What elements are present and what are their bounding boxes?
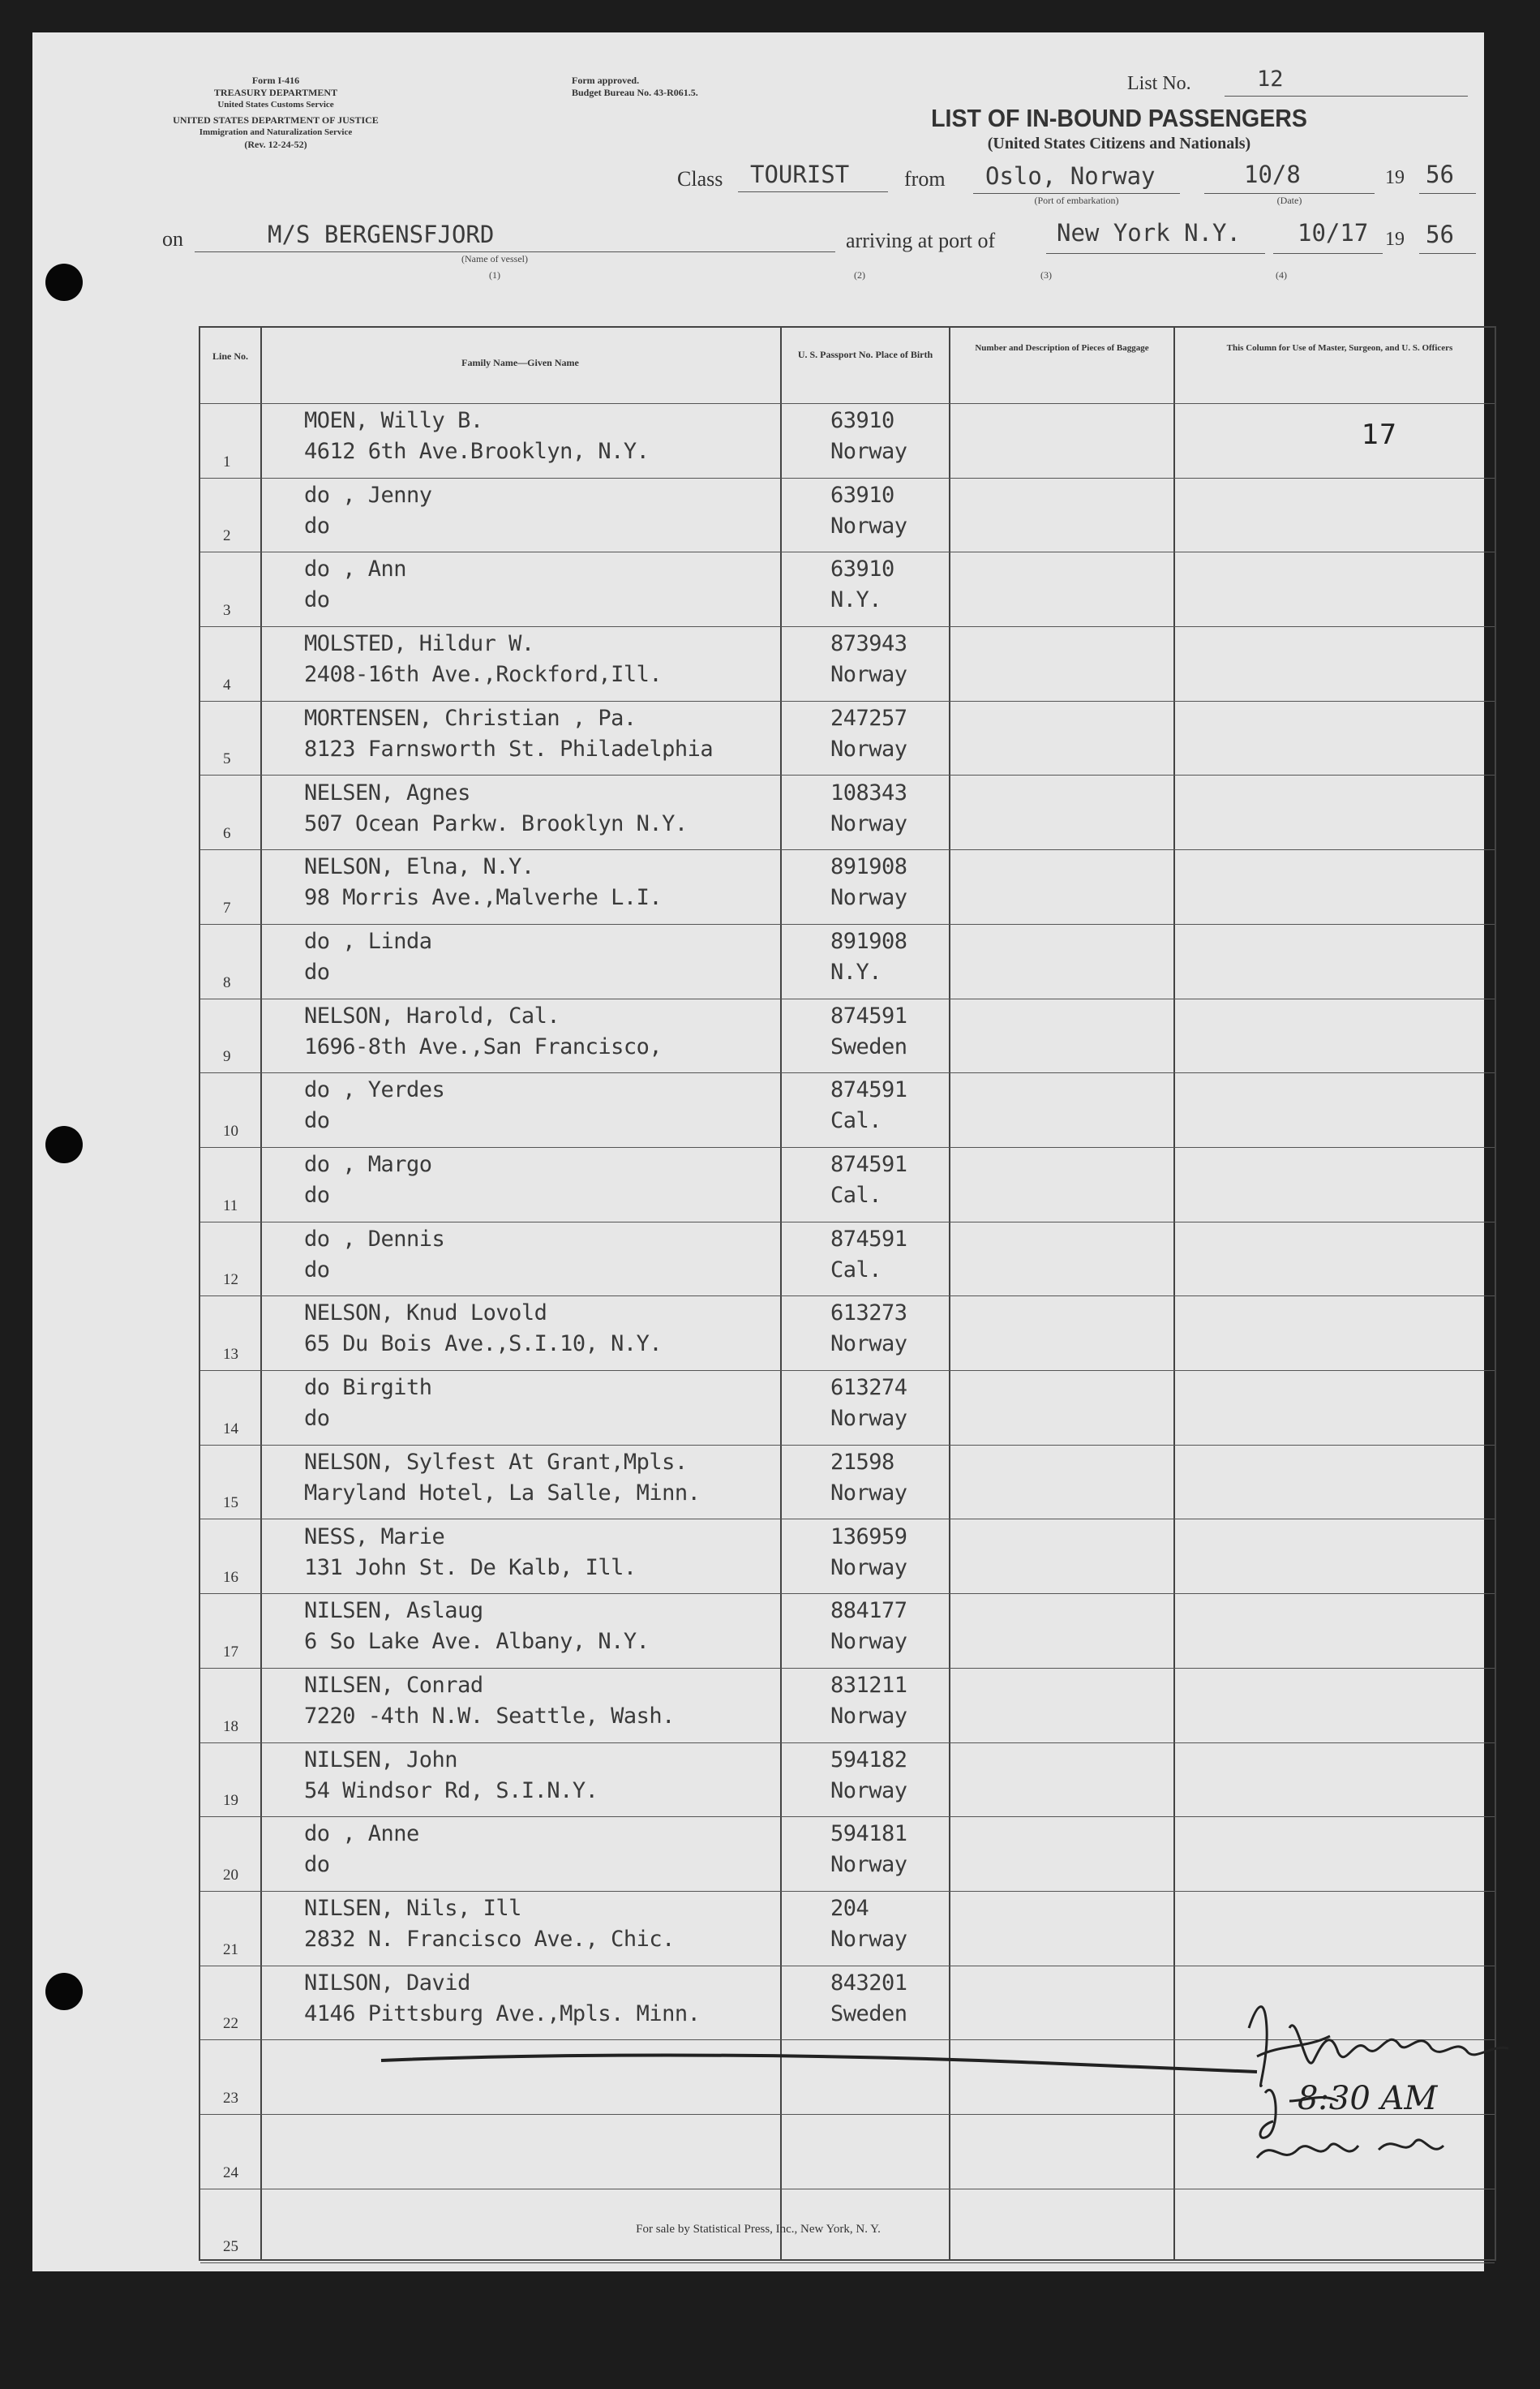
passport-number: 594181 bbox=[830, 1821, 907, 1847]
approval-block bbox=[572, 75, 750, 99]
passport-number: 891908 bbox=[830, 854, 907, 880]
arrival-port-underline bbox=[1046, 253, 1265, 254]
arriving-label: arriving at port of bbox=[846, 229, 996, 252]
passenger-address: 2832 N. Francisco Ave., Chic. bbox=[304, 1927, 675, 1952]
table-row bbox=[200, 1742, 1495, 1817]
year-value-2: 56 bbox=[1426, 221, 1454, 248]
table-row bbox=[200, 1668, 1495, 1742]
col-marker-2: (2) bbox=[854, 269, 865, 281]
passenger-name: NELSON, Knud Lovold bbox=[304, 1300, 547, 1326]
passenger-name: NILSEN, Nils, Ill bbox=[304, 1896, 521, 1921]
table-row bbox=[200, 1593, 1495, 1668]
on-label: on bbox=[162, 227, 183, 251]
line-number: 4 bbox=[223, 676, 231, 694]
place-of-birth: Norway bbox=[830, 1629, 907, 1655]
passenger-address: 54 Windsor Rd, S.I.N.Y. bbox=[304, 1777, 598, 1803]
place-of-birth: Norway bbox=[830, 662, 907, 688]
line-number: 9 bbox=[223, 1048, 231, 1066]
passenger-address: do bbox=[304, 587, 330, 613]
year-underline-2 bbox=[1419, 253, 1476, 254]
passenger-name: NELSON, Harold, Cal. bbox=[304, 1003, 560, 1029]
col-marker-1: (1) bbox=[489, 269, 500, 281]
passenger-address: do bbox=[304, 1257, 330, 1283]
page-subtitle: (United States Citizens and Nationals) bbox=[987, 135, 1251, 153]
passenger-address: do bbox=[304, 959, 330, 985]
line-number: 19 bbox=[223, 1792, 238, 1810]
passenger-name: NILSON, David bbox=[304, 1970, 470, 1996]
manifest-page bbox=[32, 32, 1484, 2271]
year-prefix-1: 19 bbox=[1385, 167, 1405, 188]
place-of-birth: Norway bbox=[830, 736, 907, 762]
line-number: 23 bbox=[223, 2090, 238, 2108]
place-of-birth: Norway bbox=[830, 1406, 907, 1432]
passenger-name: NELSON, Sylfest At Grant,Mpls. bbox=[304, 1449, 688, 1475]
passport-number: 874591 bbox=[830, 1226, 907, 1252]
strike-line bbox=[373, 2044, 1265, 2077]
line-number: 21 bbox=[223, 1940, 238, 1958]
passenger-name: do , Linda bbox=[304, 928, 432, 954]
place-of-birth: Norway bbox=[830, 1703, 907, 1729]
vessel-underline bbox=[195, 251, 835, 252]
passport-number: 873943 bbox=[830, 631, 907, 657]
class-value: TOURIST bbox=[750, 161, 850, 188]
passenger-name: NILSEN, Aslaug bbox=[304, 1598, 483, 1624]
table-row bbox=[200, 626, 1495, 701]
passenger-address: Maryland Hotel, La Salle, Minn. bbox=[304, 1480, 701, 1506]
passenger-address: 65 Du Bois Ave.,S.I.10, N.Y. bbox=[304, 1331, 663, 1357]
passport-number: 891908 bbox=[830, 928, 907, 954]
line-number: 6 bbox=[223, 825, 231, 843]
passenger-name: do , Yerdes bbox=[304, 1077, 445, 1103]
passport-number: 63910 bbox=[830, 482, 894, 508]
passenger-name: do , Ann bbox=[304, 556, 407, 582]
table-row bbox=[200, 478, 1495, 552]
treasury-label: TREASURY DEPARTMENT bbox=[213, 87, 338, 98]
date-caption: (Date) bbox=[1276, 195, 1302, 206]
inspector-signature bbox=[1233, 1979, 1525, 2174]
list-no-label: List No. bbox=[1127, 73, 1191, 94]
table-row bbox=[200, 924, 1495, 999]
passenger-name: do Birgith bbox=[304, 1375, 432, 1401]
place-of-birth: Norway bbox=[830, 1331, 907, 1357]
passenger-address: do bbox=[304, 1406, 330, 1432]
passport-number: 843201 bbox=[830, 1970, 907, 1996]
colhead-passport: U. S. Passport No. Place of Birth bbox=[797, 349, 933, 360]
passenger-address: do bbox=[304, 1852, 330, 1878]
table-row bbox=[200, 849, 1495, 924]
punch-hole-bottom bbox=[45, 1973, 83, 2010]
line-number: 15 bbox=[223, 1494, 238, 1512]
passenger-address: 1696-8th Ave.,San Francisco, bbox=[304, 1033, 663, 1059]
table-row bbox=[200, 552, 1495, 626]
passenger-address: 6 So Lake Ave. Albany, N.Y. bbox=[304, 1629, 650, 1655]
passport-number: 874591 bbox=[830, 1152, 907, 1177]
passenger-address: do bbox=[304, 1108, 330, 1134]
embark-underline bbox=[973, 193, 1180, 194]
passenger-name: MOEN, Willy B. bbox=[304, 408, 483, 433]
passenger-name: NELSEN, Agnes bbox=[304, 780, 470, 806]
passenger-address: 507 Ocean Parkw. Brooklyn N.Y. bbox=[304, 810, 688, 836]
line-number: 10 bbox=[223, 1122, 238, 1140]
passenger-name: NELSON, Elna, N.Y. bbox=[304, 854, 534, 880]
passport-number: 884177 bbox=[830, 1598, 907, 1624]
passenger-name: NILSEN, John bbox=[304, 1747, 458, 1772]
passenger-name: do , Margo bbox=[304, 1152, 432, 1177]
from-label: from bbox=[904, 167, 946, 191]
arrival-port: New York N.Y. bbox=[1057, 219, 1241, 247]
colhead-line-no: Line No. bbox=[212, 350, 248, 362]
row-divider bbox=[200, 2262, 1495, 2263]
passenger-address: do bbox=[304, 513, 330, 539]
punch-hole-middle bbox=[45, 1126, 83, 1163]
col-marker-3: (3) bbox=[1040, 269, 1052, 281]
passport-number: 594182 bbox=[830, 1747, 907, 1772]
passenger-name: NILSEN, Conrad bbox=[304, 1672, 483, 1698]
table-row bbox=[200, 1445, 1495, 1519]
justice-label: UNITED STATES DEPARTMENT OF JUSTICE bbox=[173, 114, 379, 126]
table-row bbox=[200, 701, 1495, 776]
officer-note: 17 bbox=[1362, 419, 1397, 451]
place-of-birth: Norway bbox=[830, 810, 907, 836]
line-number: 17 bbox=[223, 1643, 238, 1661]
passenger-address: 98 Morris Ave.,Malverhe L.I. bbox=[304, 885, 663, 911]
revision-label: (Rev. 12-24-52) bbox=[244, 139, 307, 150]
year-underline-1 bbox=[1419, 193, 1476, 194]
passenger-name: do , Anne bbox=[304, 1821, 419, 1847]
place-of-birth: Norway bbox=[830, 513, 907, 539]
table-row bbox=[200, 999, 1495, 1073]
passenger-name: NESS, Marie bbox=[304, 1523, 445, 1549]
vessel-name: M/S BERGENSFJORD bbox=[268, 221, 495, 248]
place-of-birth: Cal. bbox=[830, 1108, 882, 1134]
passenger-address: do bbox=[304, 1183, 330, 1208]
line-number: 16 bbox=[223, 1569, 238, 1587]
passenger-address: 4612 6th Ave.Brooklyn, N.Y. bbox=[304, 439, 650, 464]
approved-label: Form approved. bbox=[572, 75, 640, 86]
place-of-birth: Cal. bbox=[830, 1183, 882, 1208]
col-marker-4: (4) bbox=[1276, 269, 1287, 281]
customs-label: United States Customs Service bbox=[217, 100, 334, 110]
line-number: 1 bbox=[223, 453, 231, 470]
passenger-name: do , Dennis bbox=[304, 1226, 445, 1252]
class-label: Class bbox=[677, 167, 723, 191]
line-number: 25 bbox=[223, 2238, 238, 2256]
place-of-birth: Cal. bbox=[830, 1257, 882, 1283]
passenger-table bbox=[199, 326, 1496, 2261]
place-of-birth: N.Y. bbox=[830, 587, 882, 613]
passenger-address: 4146 Pittsburg Ave.,Mpls. Minn. bbox=[304, 2000, 701, 2026]
place-of-birth: Norway bbox=[830, 439, 907, 464]
place-of-birth: Sweden bbox=[830, 1033, 907, 1059]
arrival-date: 10/17 bbox=[1298, 219, 1369, 247]
embark-caption: (Port of embarkation) bbox=[1034, 195, 1119, 206]
passenger-address: 7220 -4th N.W. Seattle, Wash. bbox=[304, 1703, 675, 1729]
place-of-birth: Norway bbox=[830, 1554, 907, 1580]
vessel-caption: (Name of vessel) bbox=[461, 253, 528, 264]
year-prefix-2: 19 bbox=[1385, 229, 1405, 250]
punch-hole-top bbox=[45, 264, 83, 301]
place-of-birth: Norway bbox=[830, 1852, 907, 1878]
line-number: 8 bbox=[223, 973, 231, 991]
line-number: 11 bbox=[223, 1197, 238, 1214]
form-agency-block bbox=[138, 75, 414, 151]
place-of-birth: Sweden bbox=[830, 2000, 907, 2026]
passport-number: 874591 bbox=[830, 1077, 907, 1103]
line-number: 3 bbox=[223, 602, 231, 620]
line-number: 13 bbox=[223, 1346, 238, 1364]
passport-number: 613274 bbox=[830, 1375, 907, 1401]
place-of-birth: Norway bbox=[830, 885, 907, 911]
passenger-address: 8123 Farnsworth St. Philadelphia bbox=[304, 736, 714, 762]
line-number: 24 bbox=[223, 2163, 238, 2181]
passport-number: 63910 bbox=[830, 556, 894, 582]
footer-printer: For sale by Statistical Press, Inc., New York, N. Y. bbox=[636, 2223, 881, 2236]
passenger-address: 2408-16th Ave.,Rockford,Ill. bbox=[304, 662, 663, 688]
departure-date: 10/8 bbox=[1244, 161, 1301, 188]
passport-number: 613273 bbox=[830, 1300, 907, 1326]
passenger-name: MOLSTED, Hildur W. bbox=[304, 631, 534, 657]
passport-number: 831211 bbox=[830, 1672, 907, 1698]
passport-number: 21598 bbox=[830, 1449, 894, 1475]
place-of-birth: Norway bbox=[830, 1927, 907, 1952]
table-row bbox=[200, 1147, 1495, 1222]
table-row bbox=[200, 1072, 1495, 1147]
table-row bbox=[200, 1816, 1495, 1891]
colhead-name: Family Name—Given Name bbox=[461, 357, 579, 368]
passport-number: 136959 bbox=[830, 1523, 907, 1549]
colhead-baggage: Number and Description of Pieces of Baggage bbox=[975, 343, 1149, 353]
line-number: 5 bbox=[223, 750, 231, 768]
passport-number: 247257 bbox=[830, 705, 907, 731]
table-row bbox=[200, 1370, 1495, 1445]
budget-label: Budget Bureau No. 43-R061.5. bbox=[572, 87, 698, 98]
table-row bbox=[200, 1222, 1495, 1296]
colhead-officers: This Column for Use of Master, Surgeon, and U. S. Officers bbox=[1226, 343, 1453, 353]
passenger-name: MORTENSEN, Christian , Pa. bbox=[304, 705, 637, 731]
line-number: 20 bbox=[223, 1866, 238, 1884]
line-number: 12 bbox=[223, 1271, 238, 1289]
passport-number: 108343 bbox=[830, 780, 907, 806]
line-number: 14 bbox=[223, 1420, 238, 1437]
year-value-1: 56 bbox=[1426, 161, 1454, 188]
line-number: 2 bbox=[223, 527, 231, 545]
class-underline bbox=[738, 191, 888, 192]
form-number: Form I-416 bbox=[251, 75, 300, 86]
passport-number: 63910 bbox=[830, 408, 894, 433]
table-row bbox=[200, 776, 1495, 850]
immigration-label: Immigration and Naturalization Service bbox=[199, 127, 353, 137]
line-number: 7 bbox=[223, 899, 231, 917]
passport-number: 204 bbox=[830, 1896, 869, 1921]
place-of-birth: Norway bbox=[830, 1480, 907, 1506]
table-row bbox=[200, 1519, 1495, 1594]
table-row bbox=[200, 1891, 1495, 1966]
passenger-name: do , Jenny bbox=[304, 482, 432, 508]
line-number: 18 bbox=[223, 1717, 238, 1735]
table-row bbox=[200, 1295, 1495, 1370]
departure-underline bbox=[1204, 193, 1375, 194]
embark-port: Oslo, Norway bbox=[985, 162, 1156, 190]
table-row bbox=[200, 403, 1495, 478]
passport-number: 874591 bbox=[830, 1003, 907, 1029]
passenger-address: 131 John St. De Kalb, Ill. bbox=[304, 1554, 637, 1580]
place-of-birth: N.Y. bbox=[830, 959, 882, 985]
line-number: 22 bbox=[223, 2015, 238, 2033]
place-of-birth: Norway bbox=[830, 1777, 907, 1803]
list-no-underline bbox=[1225, 96, 1468, 97]
list-no-value: 12 bbox=[1257, 67, 1284, 92]
signature-time: 8:30 AM bbox=[1298, 2080, 1438, 2117]
page-title: LIST OF IN-BOUND PASSENGERS bbox=[931, 104, 1307, 132]
arrival-date-underline bbox=[1273, 253, 1383, 254]
